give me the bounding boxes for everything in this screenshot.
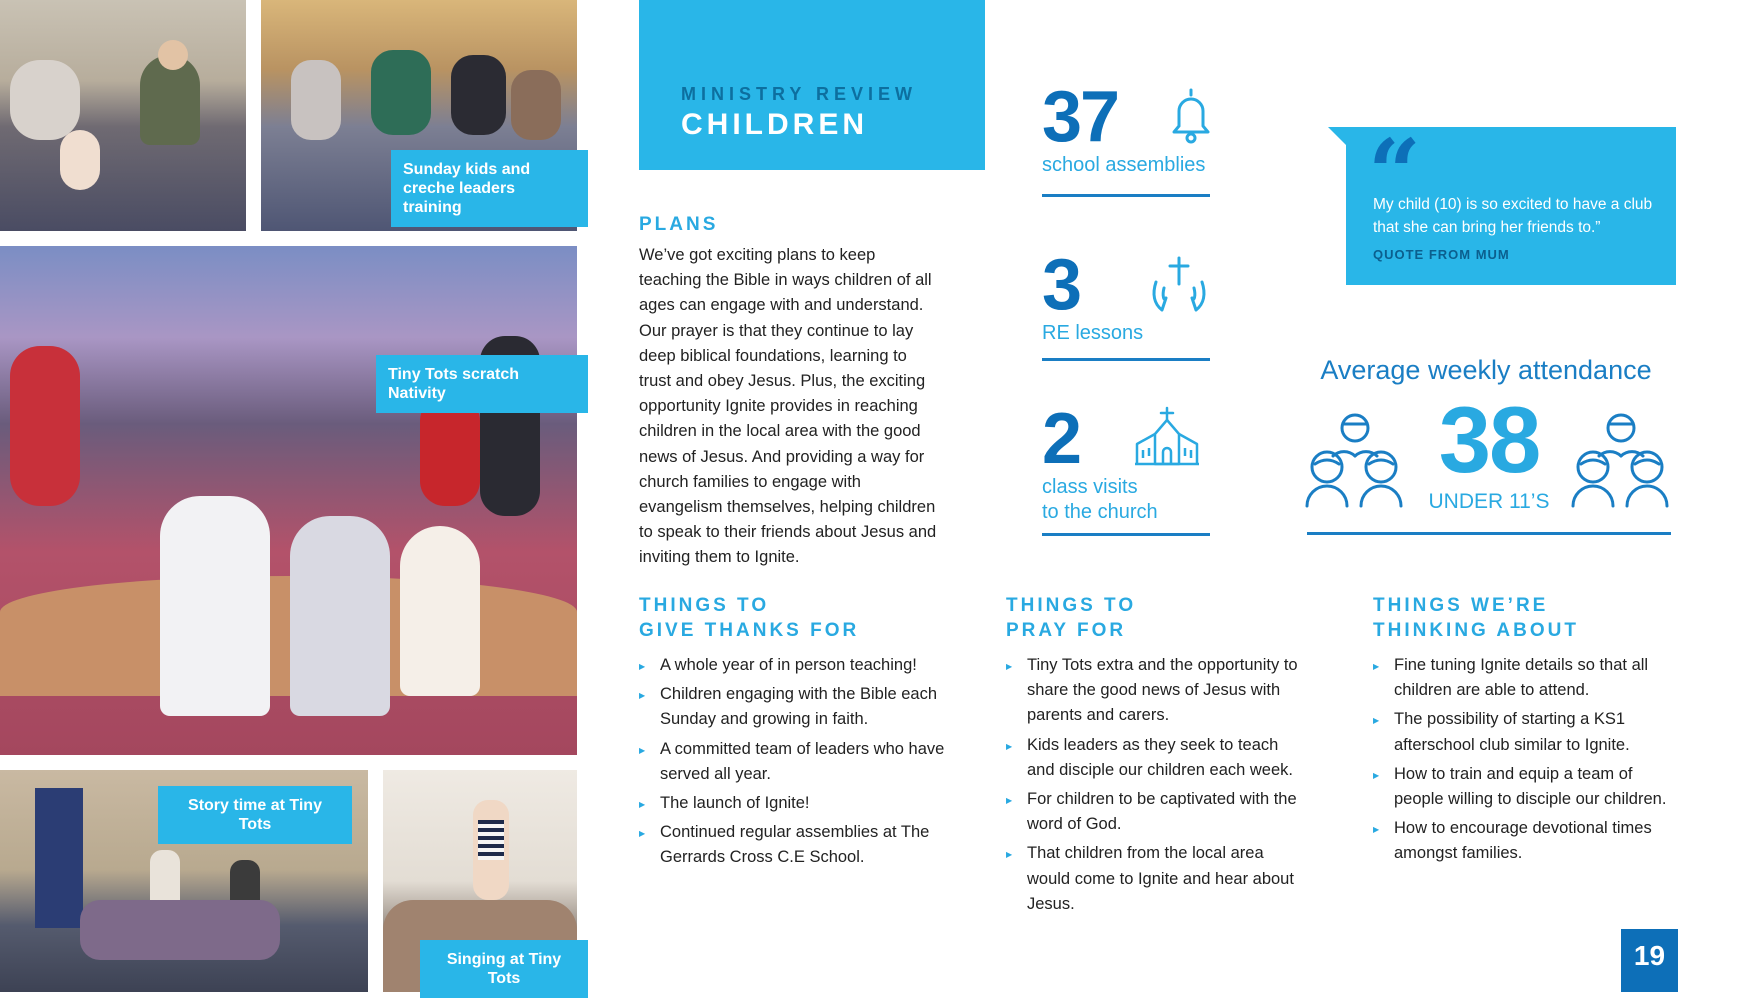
photo-creche-training-1 [0, 0, 246, 231]
column-heading: GIVE THANKS FOR [639, 620, 860, 641]
caption-nativity: Tiny Tots scratch Nativity [376, 355, 588, 413]
stat-label: to the church [1042, 501, 1158, 523]
attendance-number: 38 [1438, 387, 1540, 492]
quote-flap [1328, 127, 1346, 145]
children-group-icon [1303, 410, 1407, 510]
photo-nativity [0, 246, 577, 755]
column-heading: THINKING ABOUT [1373, 620, 1579, 641]
church-icon [1133, 406, 1201, 468]
column-heading: THINGS TO [639, 595, 770, 616]
praying-hands-cross-icon [1148, 254, 1210, 314]
page-number: 19 [1621, 929, 1678, 992]
attendance-label: UNDER 11’S [1428, 490, 1550, 513]
quote-box [1346, 119, 1676, 285]
thinking-list [1373, 653, 1673, 867]
quote-text: My child (10) is so excited to have a club that she can bring her friends to.” [1373, 196, 1653, 236]
list-item: ▶ For children to be captivated with the word of God. [1006, 787, 1306, 837]
bell-icon [1170, 86, 1212, 146]
list-item: ▶ Kids leaders as they seek to teach and disciple our children each week. [1006, 733, 1306, 783]
list-item: ▶ That children from the local area would come to Ignite and hear about Jesus. [1006, 841, 1306, 917]
stat-divider [1042, 533, 1210, 536]
list-item: ▶ The launch of Ignite! [639, 791, 954, 816]
stat-number: 2 [1042, 399, 1081, 479]
children-group-icon [1569, 410, 1673, 510]
caption-creche-training: Sunday kids and creche leaders training [391, 150, 588, 227]
caption-singing: Singing at Tiny Tots [420, 940, 588, 998]
plans-body: We’ve got exciting plans to keep teaching the Bible in ways children of all ages can engage with and understand. Our prayer is that they continue to lay deep biblical foundations, learning to trust and obey Jesus. Plus, the exciting opportunity Ignite provides in reaching children in the local area with the good news of Jesus. And providing a way for church families to engage with evangelism themselves, helping children to speak to their friends about Jesus and inviting them to Ignite. [639, 246, 937, 567]
stat-label: school assemblies [1042, 154, 1206, 176]
list-item: ▶ Fine tuning Ignite details so that all children are able to attend. [1373, 653, 1673, 703]
stat-label: RE lessons [1042, 322, 1144, 344]
list-item: ▶ Continued regular assemblies at The Gerrards Cross C.E School. [639, 820, 954, 870]
plans-heading: PLANS [639, 214, 719, 235]
column-heading: THINGS WE’RE [1373, 595, 1549, 616]
column-pray-for [1006, 593, 1306, 921]
thanks-list [639, 653, 954, 871]
list-item: ▶ Children engaging with the Bible each Sunday and growing in faith. [639, 682, 954, 732]
stat-label: class visits [1042, 476, 1138, 498]
stat-number: 3 [1042, 245, 1081, 325]
section-header-block [639, 0, 985, 170]
attendance-title: Average weekly attendance [1320, 355, 1652, 385]
list-item: ▶ A committed team of leaders who have served all year. [639, 737, 954, 787]
section-kicker: MINISTRY REVIEW [681, 84, 918, 104]
column-thinking-about [1373, 593, 1673, 871]
list-item: ▶ The possibility of starting a KS1 afterschool club similar to Ignite. [1373, 707, 1673, 757]
stat-divider [1042, 194, 1210, 197]
stat-divider [1042, 358, 1210, 361]
column-heading: PRAY FOR [1006, 620, 1127, 641]
quote-mark-icon: “ [1368, 119, 1421, 227]
column-heading: THINGS TO [1006, 595, 1137, 616]
attendance-divider [1307, 532, 1671, 535]
list-item: ▶ A whole year of in person teaching! [639, 653, 954, 678]
quote-source: QUOTE FROM MUM [1373, 247, 1510, 262]
pray-list [1006, 653, 1306, 917]
list-item: ▶ How to encourage devotional times amongst families. [1373, 816, 1673, 866]
caption-story-time: Story time at Tiny Tots [158, 786, 352, 844]
section-title: CHILDREN [681, 108, 868, 141]
stat-number: 37 [1042, 77, 1119, 157]
column-give-thanks [639, 593, 954, 875]
list-item: ▶ Tiny Tots extra and the opportunity to share the good news of Jesus with parents and carers. [1006, 653, 1306, 729]
list-item: ▶ How to train and equip a team of people willing to disciple our children. [1373, 762, 1673, 812]
